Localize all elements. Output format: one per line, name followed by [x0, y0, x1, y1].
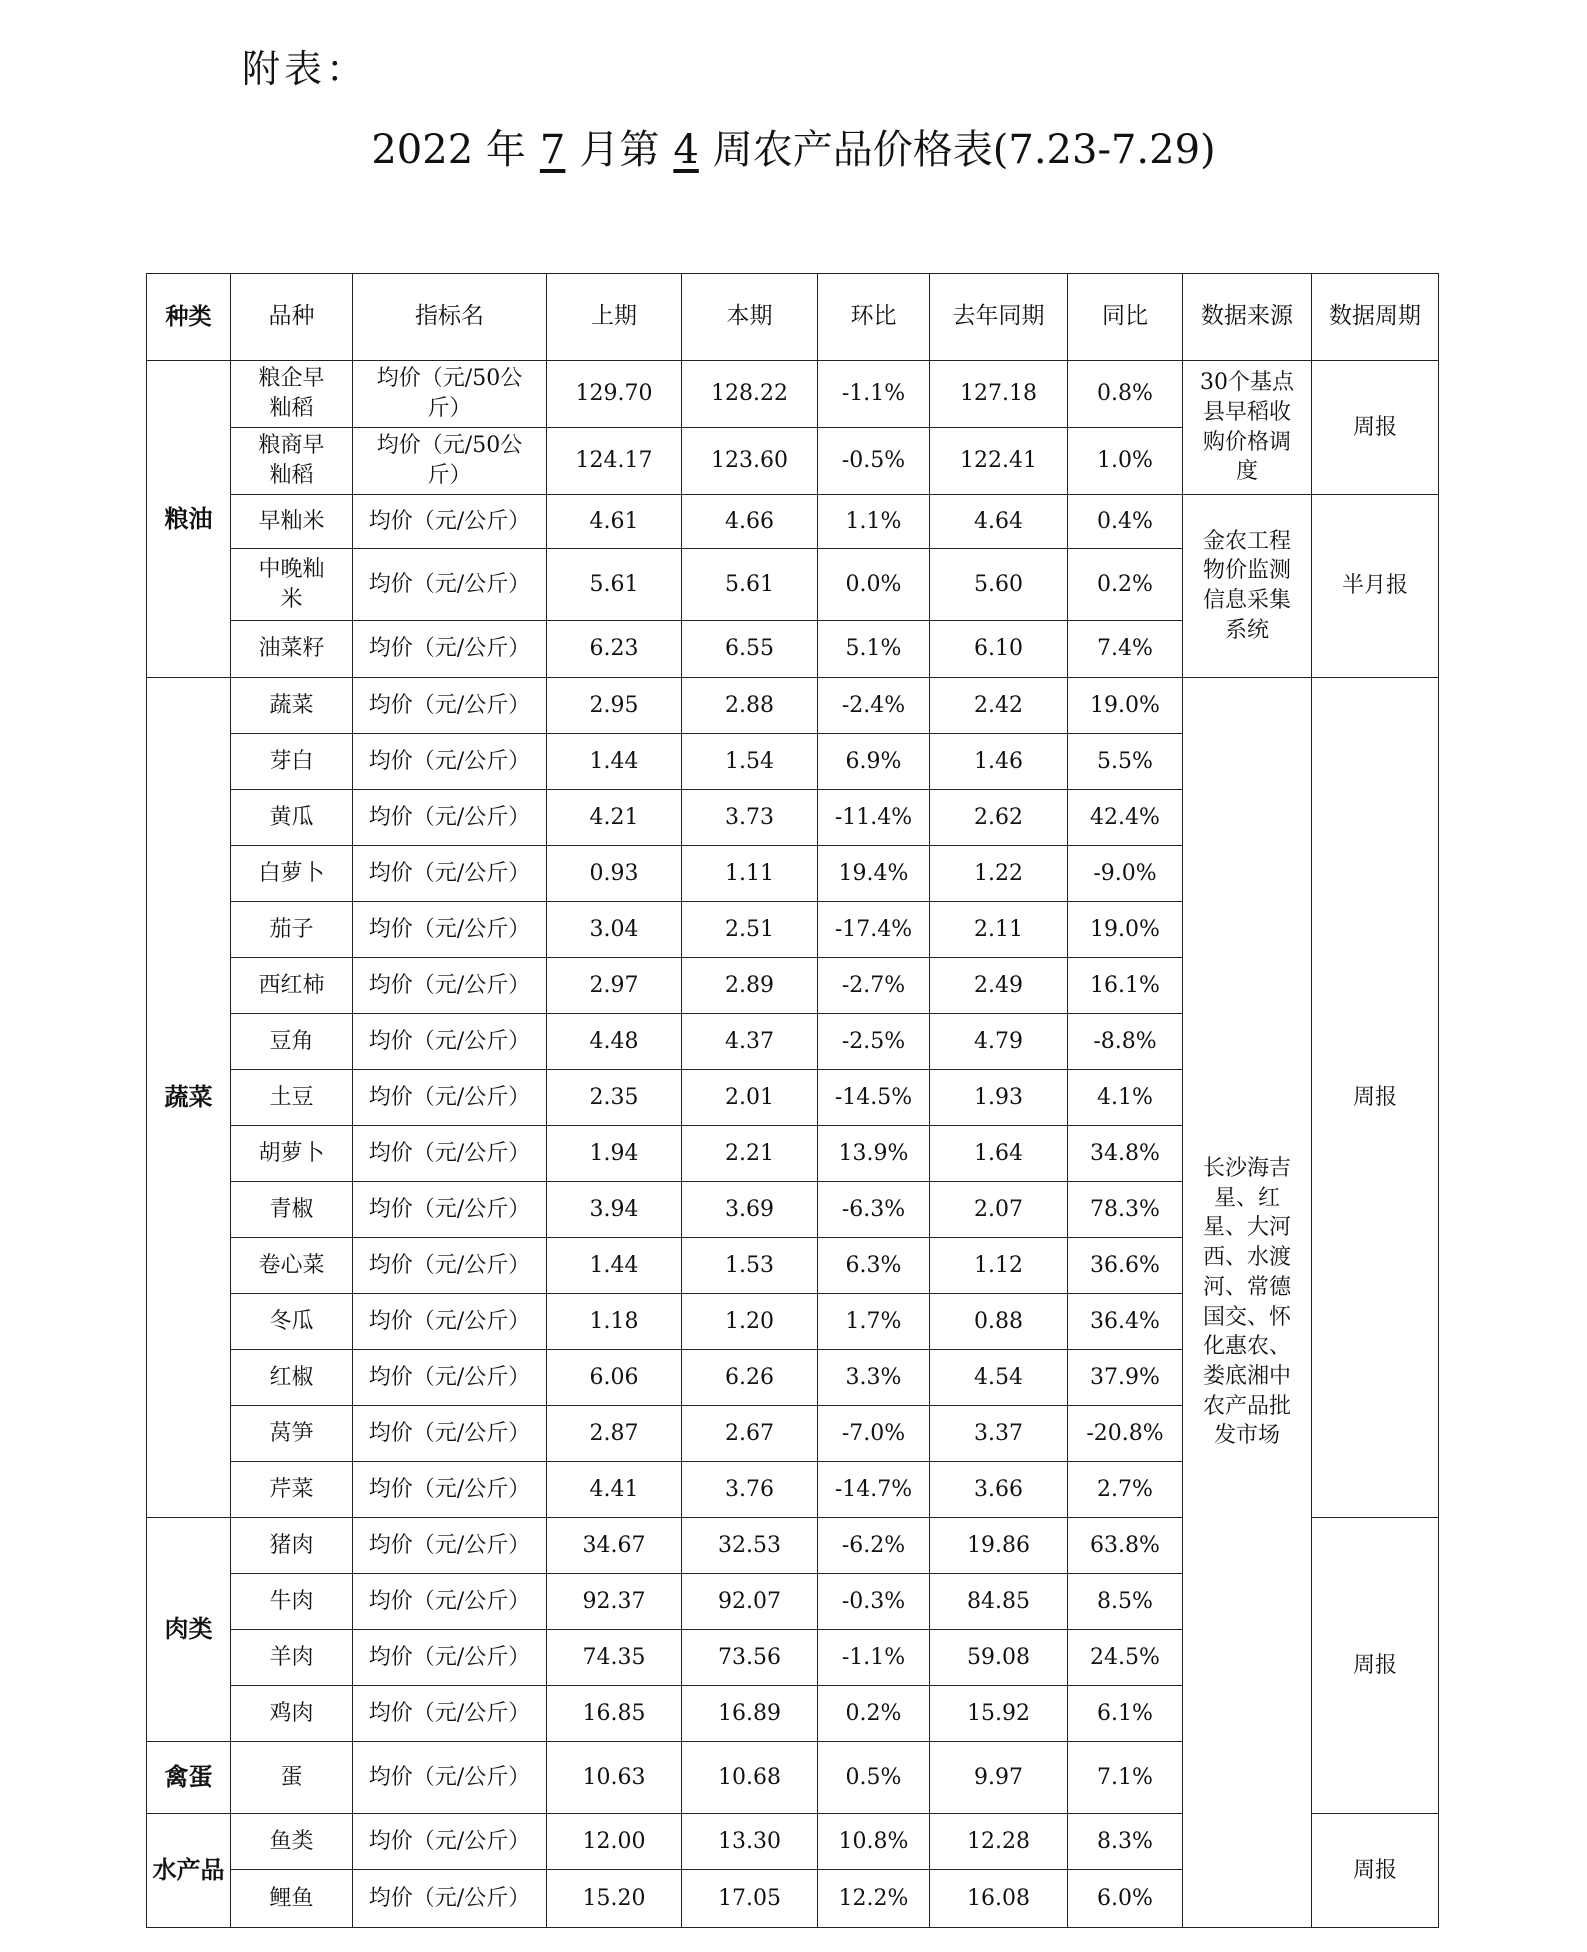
mom-cell: 5.1%: [818, 621, 930, 678]
curr-cell: 2.21: [682, 1126, 818, 1182]
last-year-cell: 59.08: [930, 1630, 1068, 1686]
yoy-cell: 6.1%: [1068, 1686, 1183, 1742]
prev-cell: 0.93: [547, 846, 682, 902]
last-year-cell: 1.22: [930, 846, 1068, 902]
prev-cell: 3.04: [547, 902, 682, 958]
prev-cell: 124.17: [547, 428, 682, 495]
prev-cell: 16.85: [547, 1686, 682, 1742]
mom-cell: 6.3%: [818, 1238, 930, 1294]
variety-cell: 粮企早籼稻: [231, 361, 353, 428]
yoy-cell: 8.3%: [1068, 1814, 1183, 1870]
yoy-cell: 19.0%: [1068, 902, 1183, 958]
curr-cell: 13.30: [682, 1814, 818, 1870]
mom-cell: 12.2%: [818, 1870, 930, 1928]
curr-cell: 6.26: [682, 1350, 818, 1406]
yoy-cell: 5.5%: [1068, 734, 1183, 790]
curr-cell: 10.68: [682, 1742, 818, 1814]
curr-cell: 17.05: [682, 1870, 818, 1928]
variety-cell: 蛋: [231, 1742, 353, 1814]
variety-cell: 鲤鱼: [231, 1870, 353, 1928]
indicator-cell: 均价（元/公斤）: [353, 1870, 547, 1928]
prev-cell: 2.87: [547, 1406, 682, 1462]
last-year-cell: 4.54: [930, 1350, 1068, 1406]
header-row: [147, 274, 1439, 361]
table-row: [147, 678, 1439, 734]
indicator-cell: 均价（元/公斤）: [353, 1182, 547, 1238]
indicator-cell: 均价（元/公斤）: [353, 495, 547, 549]
variety-cell: 茄子: [231, 902, 353, 958]
curr-cell: 3.69: [682, 1182, 818, 1238]
header-cell: 同比: [1068, 274, 1183, 361]
last-year-cell: 5.60: [930, 549, 1068, 621]
yoy-cell: 19.0%: [1068, 678, 1183, 734]
source-cell-3: 长沙海吉星、红星、大河西、水渡河、常德国交、怀化惠农、娄底湘中农产品批发市场: [1183, 678, 1312, 1928]
period-cell-5: 周报: [1312, 1814, 1439, 1928]
variety-cell: 牛肉: [231, 1574, 353, 1630]
prev-cell: 1.18: [547, 1294, 682, 1350]
mom-cell: -11.4%: [818, 790, 930, 846]
indicator-cell: 均价（元/公斤）: [353, 1686, 547, 1742]
prev-cell: 4.41: [547, 1462, 682, 1518]
indicator-cell: 均价（元/公斤）: [353, 846, 547, 902]
curr-cell: 16.89: [682, 1686, 818, 1742]
variety-cell: 油菜籽: [231, 621, 353, 678]
title-week: 4: [673, 127, 699, 173]
prev-cell: 4.21: [547, 790, 682, 846]
variety-cell: 羊肉: [231, 1630, 353, 1686]
prev-cell: 6.23: [547, 621, 682, 678]
mom-cell: 1.7%: [818, 1294, 930, 1350]
yoy-cell: -8.8%: [1068, 1014, 1183, 1070]
curr-cell: 4.66: [682, 495, 818, 549]
yoy-cell: 1.0%: [1068, 428, 1183, 495]
mom-cell: 3.3%: [818, 1350, 930, 1406]
yoy-cell: 42.4%: [1068, 790, 1183, 846]
prev-cell: 15.20: [547, 1870, 682, 1928]
prev-cell: 10.63: [547, 1742, 682, 1814]
curr-cell: 1.11: [682, 846, 818, 902]
variety-cell: 卷心菜: [231, 1238, 353, 1294]
curr-cell: 2.88: [682, 678, 818, 734]
prev-cell: 1.94: [547, 1126, 682, 1182]
source-cell-2: 金农工程物价监测信息采集系统: [1183, 495, 1312, 678]
curr-cell: 92.07: [682, 1574, 818, 1630]
variety-cell: 鸡肉: [231, 1686, 353, 1742]
page-title: [0, 118, 1587, 175]
category-meat: 肉类: [147, 1518, 231, 1742]
yoy-cell: 37.9%: [1068, 1350, 1183, 1406]
mom-cell: -6.3%: [818, 1182, 930, 1238]
curr-cell: 128.22: [682, 361, 818, 428]
last-year-cell: 3.37: [930, 1406, 1068, 1462]
variety-cell: 土豆: [231, 1070, 353, 1126]
yoy-cell: 0.2%: [1068, 549, 1183, 621]
last-year-cell: 6.10: [930, 621, 1068, 678]
mom-cell: -14.7%: [818, 1462, 930, 1518]
yoy-cell: 0.8%: [1068, 361, 1183, 428]
indicator-cell: 均价（元/公斤）: [353, 1070, 547, 1126]
period-cell-1: 周报: [1312, 361, 1439, 495]
indicator-cell: 均价（元/公斤）: [353, 678, 547, 734]
indicator-cell: 均价（元/公斤）: [353, 958, 547, 1014]
appendix-label: 附表：: [242, 47, 369, 91]
last-year-cell: 122.41: [930, 428, 1068, 495]
curr-cell: 1.54: [682, 734, 818, 790]
prev-cell: 1.44: [547, 1238, 682, 1294]
variety-cell: 芽白: [231, 734, 353, 790]
last-year-cell: 0.88: [930, 1294, 1068, 1350]
source-cell-1: 30个基点县早稻收购价格调度: [1183, 361, 1312, 495]
curr-cell: 1.53: [682, 1238, 818, 1294]
last-year-cell: 9.97: [930, 1742, 1068, 1814]
curr-cell: 3.76: [682, 1462, 818, 1518]
mom-cell: -0.3%: [818, 1574, 930, 1630]
mom-cell: 19.4%: [818, 846, 930, 902]
variety-cell: 西红柿: [231, 958, 353, 1014]
prev-cell: 129.70: [547, 361, 682, 428]
variety-cell: 早籼米: [231, 495, 353, 549]
prev-cell: 12.00: [547, 1814, 682, 1870]
variety-cell: 莴笋: [231, 1406, 353, 1462]
prev-cell: 2.95: [547, 678, 682, 734]
mom-cell: -1.1%: [818, 361, 930, 428]
header-cell: 本期: [682, 274, 818, 361]
mom-cell: 6.9%: [818, 734, 930, 790]
indicator-cell: 均价（元/公斤）: [353, 1406, 547, 1462]
curr-cell: 4.37: [682, 1014, 818, 1070]
indicator-cell: 均价（元/公斤）: [353, 1294, 547, 1350]
prev-cell: 4.61: [547, 495, 682, 549]
last-year-cell: 19.86: [930, 1518, 1068, 1574]
prev-cell: 6.06: [547, 1350, 682, 1406]
yoy-cell: -9.0%: [1068, 846, 1183, 902]
indicator-cell: 均价（元/公斤）: [353, 621, 547, 678]
variety-cell: 青椒: [231, 1182, 353, 1238]
header-cell: 种类: [147, 274, 231, 361]
curr-cell: 2.01: [682, 1070, 818, 1126]
title-mid: 月第: [579, 127, 660, 173]
curr-cell: 2.89: [682, 958, 818, 1014]
mom-cell: -7.0%: [818, 1406, 930, 1462]
mom-cell: -0.5%: [818, 428, 930, 495]
last-year-cell: 1.64: [930, 1126, 1068, 1182]
header-cell: 指标名: [353, 274, 547, 361]
last-year-cell: 16.08: [930, 1870, 1068, 1928]
indicator-cell: 均价（元/公斤）: [353, 1814, 547, 1870]
yoy-cell: 36.4%: [1068, 1294, 1183, 1350]
mom-cell: 1.1%: [818, 495, 930, 549]
table-row: [147, 495, 1439, 549]
last-year-cell: 3.66: [930, 1462, 1068, 1518]
category-fish: 水产品: [147, 1814, 231, 1928]
indicator-cell: 均价（元/50公斤）: [353, 361, 547, 428]
prev-cell: 3.94: [547, 1182, 682, 1238]
variety-cell: 红椒: [231, 1350, 353, 1406]
variety-cell: 豆角: [231, 1014, 353, 1070]
mom-cell: 13.9%: [818, 1126, 930, 1182]
prev-cell: 74.35: [547, 1630, 682, 1686]
prev-cell: 2.97: [547, 958, 682, 1014]
variety-cell: 黄瓜: [231, 790, 353, 846]
header-cell: 数据来源: [1183, 274, 1312, 361]
title-month: 7: [539, 127, 566, 173]
variety-cell: 芹菜: [231, 1462, 353, 1518]
price-table: [146, 273, 1439, 1928]
last-year-cell: 2.11: [930, 902, 1068, 958]
category-vegetable: 蔬菜: [147, 678, 231, 1518]
last-year-cell: 2.42: [930, 678, 1068, 734]
indicator-cell: 均价（元/50公斤）: [353, 428, 547, 495]
mom-cell: 10.8%: [818, 1814, 930, 1870]
yoy-cell: 63.8%: [1068, 1518, 1183, 1574]
curr-cell: 5.61: [682, 549, 818, 621]
variety-cell: 白萝卜: [231, 846, 353, 902]
indicator-cell: 均价（元/公斤）: [353, 1742, 547, 1814]
period-cell-2: 半月报: [1312, 495, 1439, 678]
yoy-cell: 16.1%: [1068, 958, 1183, 1014]
header-cell: 环比: [818, 274, 930, 361]
yoy-cell: 7.4%: [1068, 621, 1183, 678]
indicator-cell: 均价（元/公斤）: [353, 1574, 547, 1630]
last-year-cell: 15.92: [930, 1686, 1068, 1742]
variety-cell: 冬瓜: [231, 1294, 353, 1350]
indicator-cell: 均价（元/公斤）: [353, 1014, 547, 1070]
mom-cell: -14.5%: [818, 1070, 930, 1126]
prev-cell: 2.35: [547, 1070, 682, 1126]
indicator-cell: 均价（元/公斤）: [353, 902, 547, 958]
category-grain: 粮油: [147, 361, 231, 678]
title-prefix: 2022 年: [371, 127, 526, 173]
mom-cell: -6.2%: [818, 1518, 930, 1574]
prev-cell: 92.37: [547, 1574, 682, 1630]
mom-cell: -2.4%: [818, 678, 930, 734]
mom-cell: -1.1%: [818, 1630, 930, 1686]
last-year-cell: 127.18: [930, 361, 1068, 428]
variety-cell: 鱼类: [231, 1814, 353, 1870]
mom-cell: -2.7%: [818, 958, 930, 1014]
yoy-cell: 34.8%: [1068, 1126, 1183, 1182]
curr-cell: 6.55: [682, 621, 818, 678]
curr-cell: 3.73: [682, 790, 818, 846]
yoy-cell: 8.5%: [1068, 1574, 1183, 1630]
curr-cell: 2.67: [682, 1406, 818, 1462]
indicator-cell: 均价（元/公斤）: [353, 1518, 547, 1574]
indicator-cell: 均价（元/公斤）: [353, 1126, 547, 1182]
yoy-cell: 4.1%: [1068, 1070, 1183, 1126]
curr-cell: 32.53: [682, 1518, 818, 1574]
indicator-cell: 均价（元/公斤）: [353, 1238, 547, 1294]
indicator-cell: 均价（元/公斤）: [353, 734, 547, 790]
last-year-cell: 2.49: [930, 958, 1068, 1014]
yoy-cell: 7.1%: [1068, 1742, 1183, 1814]
indicator-cell: 均价（元/公斤）: [353, 1350, 547, 1406]
indicator-cell: 均价（元/公斤）: [353, 1462, 547, 1518]
header-cell: 品种: [231, 274, 353, 361]
period-cell-3: 周报: [1312, 678, 1439, 1518]
mom-cell: -17.4%: [818, 902, 930, 958]
curr-cell: 1.20: [682, 1294, 818, 1350]
curr-cell: 73.56: [682, 1630, 818, 1686]
prev-cell: 4.48: [547, 1014, 682, 1070]
last-year-cell: 1.46: [930, 734, 1068, 790]
last-year-cell: 2.07: [930, 1182, 1068, 1238]
indicator-cell: 均价（元/公斤）: [353, 549, 547, 621]
mom-cell: 0.0%: [818, 549, 930, 621]
mom-cell: 0.2%: [818, 1686, 930, 1742]
table-row: [147, 361, 1439, 428]
last-year-cell: 12.28: [930, 1814, 1068, 1870]
variety-cell: 蔬菜: [231, 678, 353, 734]
yoy-cell: 36.6%: [1068, 1238, 1183, 1294]
header-cell: 去年同期: [930, 274, 1068, 361]
yoy-cell: 0.4%: [1068, 495, 1183, 549]
variety-cell: 胡萝卜: [231, 1126, 353, 1182]
yoy-cell: 78.3%: [1068, 1182, 1183, 1238]
variety-cell: 中晚籼米: [231, 549, 353, 621]
indicator-cell: 均价（元/公斤）: [353, 1630, 547, 1686]
last-year-cell: 4.79: [930, 1014, 1068, 1070]
indicator-cell: 均价（元/公斤）: [353, 790, 547, 846]
yoy-cell: 6.0%: [1068, 1870, 1183, 1928]
prev-cell: 1.44: [547, 734, 682, 790]
category-egg: 禽蛋: [147, 1742, 231, 1814]
variety-cell: 猪肉: [231, 1518, 353, 1574]
variety-cell: 粮商早籼稻: [231, 428, 353, 495]
header-cell: 上期: [547, 274, 682, 361]
curr-cell: 2.51: [682, 902, 818, 958]
title-suffix: 周农产品价格表(7.23-7.29): [712, 127, 1216, 173]
yoy-cell: -20.8%: [1068, 1406, 1183, 1462]
last-year-cell: 2.62: [930, 790, 1068, 846]
prev-cell: 34.67: [547, 1518, 682, 1574]
curr-cell: 123.60: [682, 428, 818, 495]
header-cell: 数据周期: [1312, 274, 1439, 361]
prev-cell: 5.61: [547, 549, 682, 621]
last-year-cell: 4.64: [930, 495, 1068, 549]
last-year-cell: 84.85: [930, 1574, 1068, 1630]
last-year-cell: 1.93: [930, 1070, 1068, 1126]
period-cell-4: 周报: [1312, 1518, 1439, 1814]
last-year-cell: 1.12: [930, 1238, 1068, 1294]
yoy-cell: 24.5%: [1068, 1630, 1183, 1686]
mom-cell: -2.5%: [818, 1014, 930, 1070]
mom-cell: 0.5%: [818, 1742, 930, 1814]
yoy-cell: 2.7%: [1068, 1462, 1183, 1518]
